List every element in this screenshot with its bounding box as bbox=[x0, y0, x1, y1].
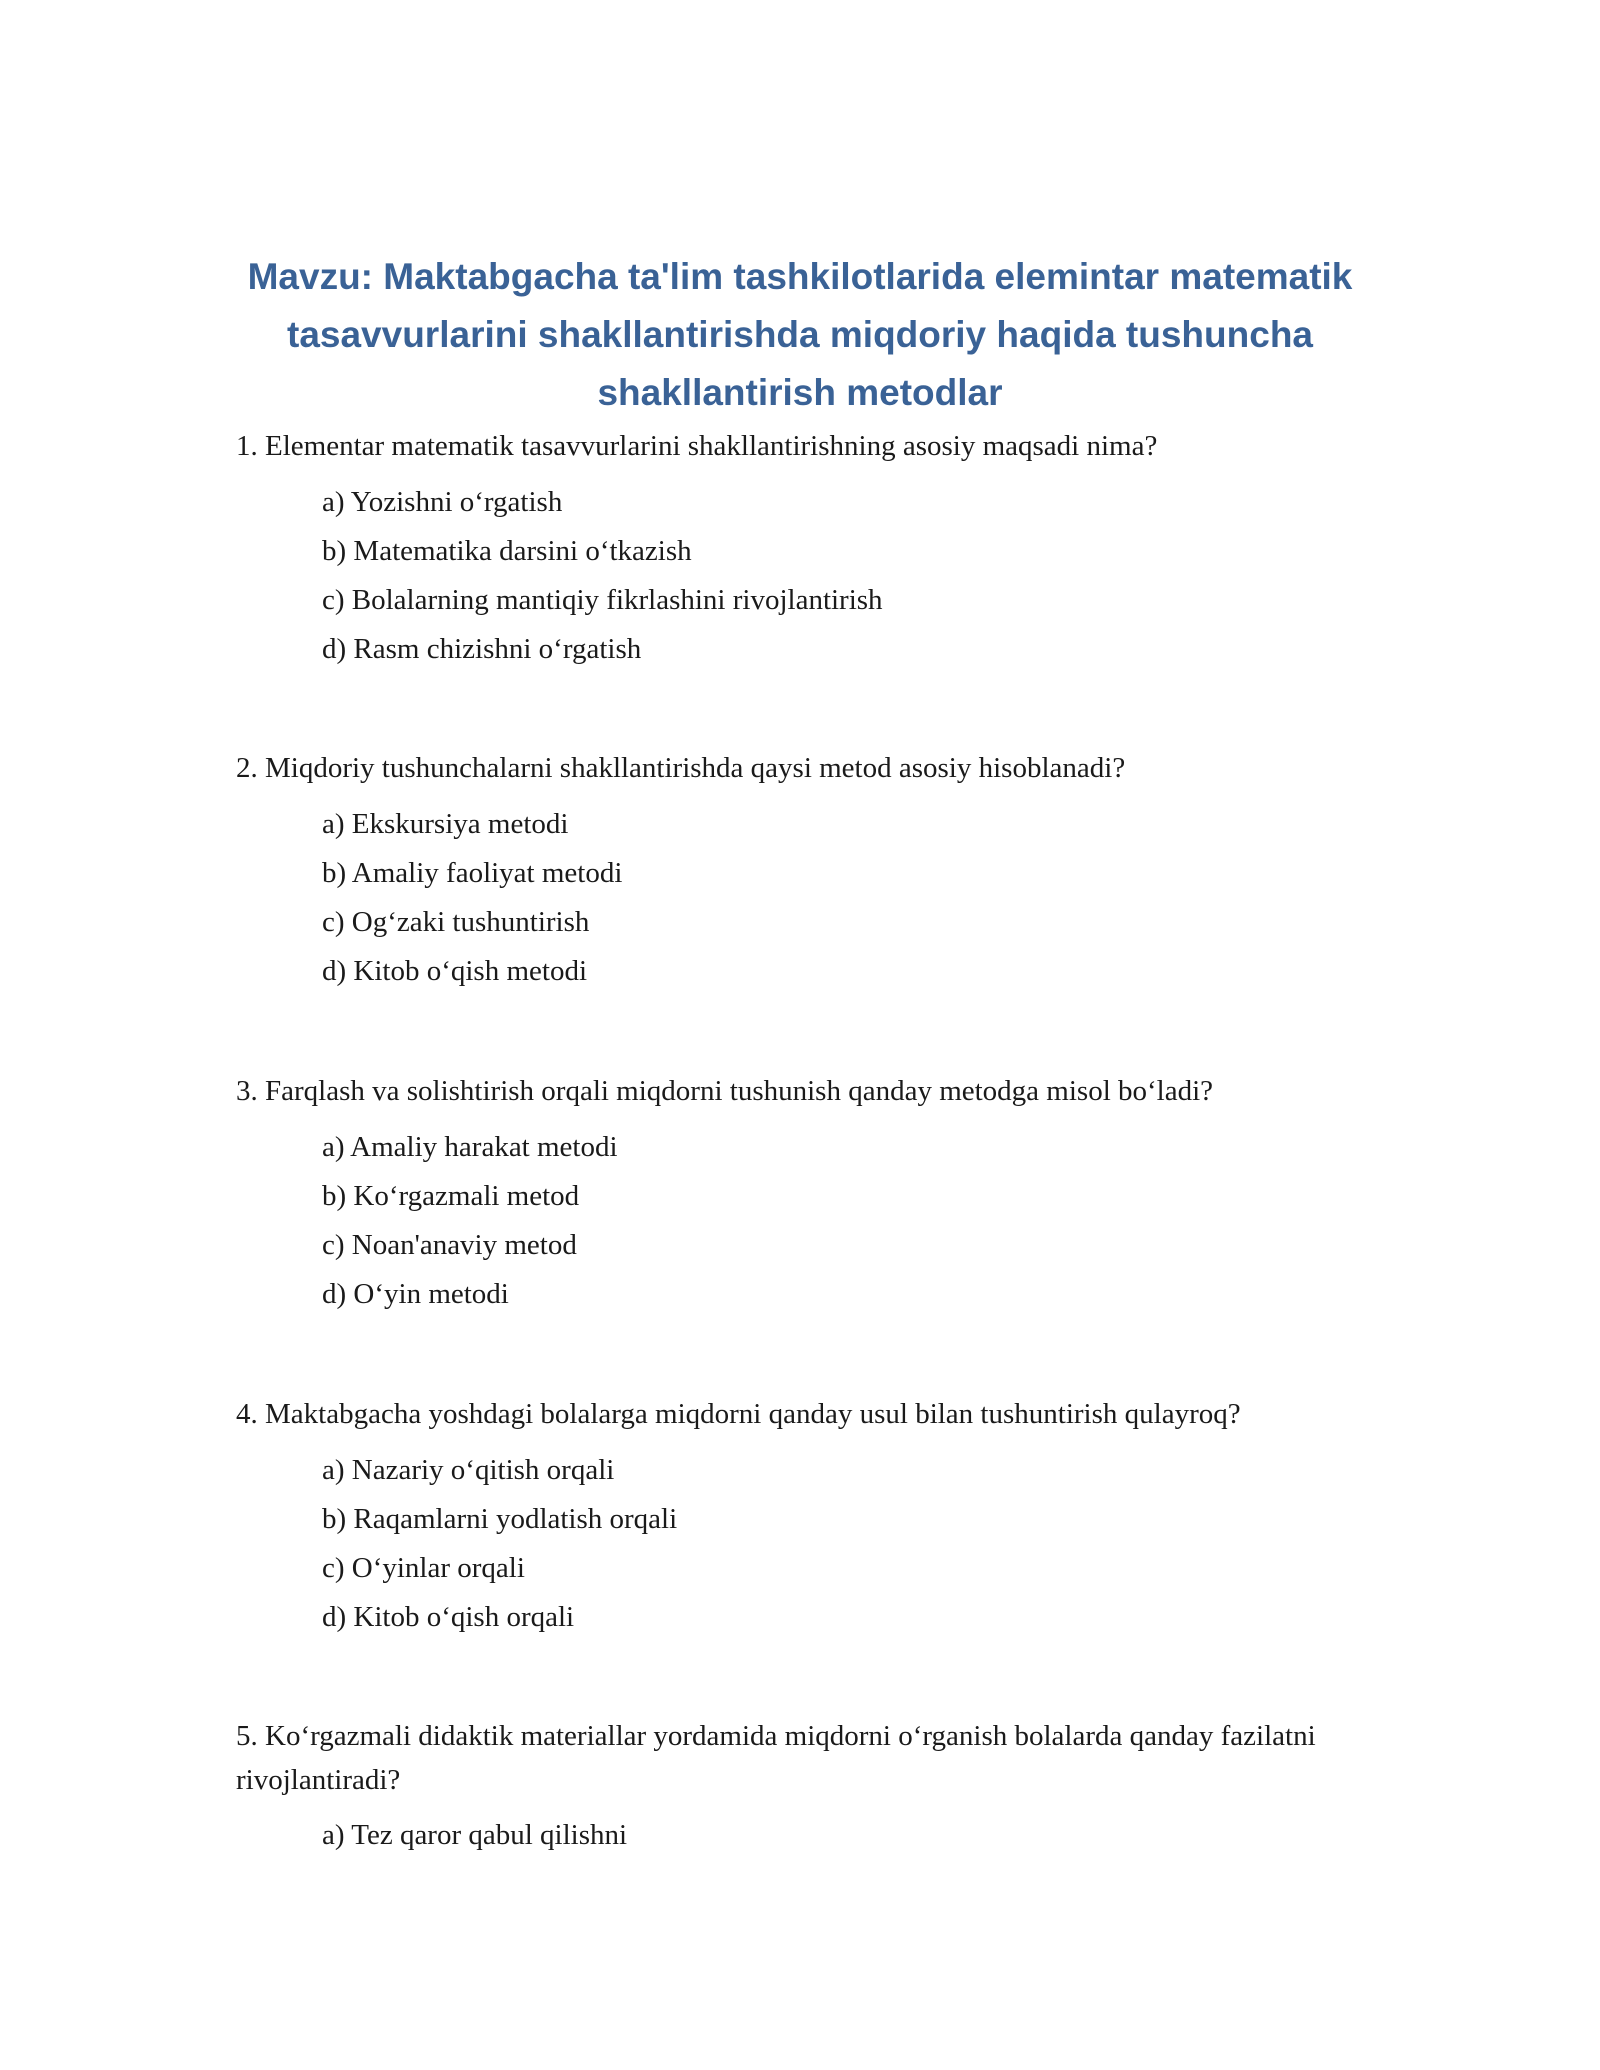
option-c: c) Bolalarning mantiqiy fikrlashini rivojlantirish bbox=[322, 584, 883, 616]
question-5-options bbox=[322, 1811, 1322, 1860]
option-c: c) Noan'anaviy metod bbox=[322, 1229, 577, 1261]
question-1-options bbox=[322, 478, 1322, 674]
option-b: b) Amaliy faoliyat metodi bbox=[322, 857, 623, 889]
option-c: c) O‘yinlar orqali bbox=[322, 1552, 525, 1584]
option-d: d) Kitob o‘qish orqali bbox=[322, 1601, 575, 1633]
option-d: d) Kitob o‘qish metodi bbox=[322, 955, 588, 987]
option-a: a) Tez qaror qabul qilishni bbox=[322, 1819, 628, 1851]
question-3: 3. Farqlash va solishtirish orqali miqdorni tushunish qanday metodga misol bo‘ladi? bbox=[236, 1075, 1214, 1107]
option-b: b) Ko‘rgazmali metod bbox=[322, 1180, 580, 1212]
question-5: 5. Ko‘rgazmali didaktik materiallar yordamida miqdorni o‘rganish bolalarda qanday fazilatni rivojlantiradi? bbox=[236, 1720, 1316, 1796]
question-3-options bbox=[322, 1123, 1322, 1319]
question-4: 4. Maktabgacha yoshdagi bolalarga miqdorni qanday usul bilan tushuntirish qulayroq? bbox=[236, 1398, 1241, 1430]
option-d: d) O‘yin metodi bbox=[322, 1278, 509, 1310]
option-a: a) Ekskursiya metodi bbox=[322, 808, 569, 840]
title-line: Mavzu: Maktabgacha ta'lim tashkilotlarida elemintar matematik bbox=[247, 256, 1353, 297]
option-c: c) Og‘zaki tushuntirish bbox=[322, 906, 590, 938]
option-a: a) Yozishni o‘rgatish bbox=[322, 486, 563, 518]
option-a: a) Nazariy o‘qitish orqali bbox=[322, 1454, 615, 1486]
question-1: 1. Elementar matematik tasavvurlarini shakllantirishning asosiy maqsadi nima? bbox=[236, 430, 1158, 462]
document-title bbox=[200, 248, 1400, 422]
question-4-options bbox=[322, 1446, 1322, 1642]
title-line: shakllantirish metodlar bbox=[597, 372, 1003, 413]
option-b: b) Matematika darsini o‘tkazish bbox=[322, 535, 692, 567]
question-2: 2. Miqdoriy tushunchalarni shakllantirishda qaysi metod asosiy hisoblanadi? bbox=[236, 752, 1126, 784]
option-b: b) Raqamlarni yodlatish orqali bbox=[322, 1503, 678, 1535]
option-a: a) Amaliy harakat metodi bbox=[322, 1131, 618, 1163]
option-d: d) Rasm chizishni o‘rgatish bbox=[322, 633, 642, 665]
title-line: tasavvurlarini shakllantirishda miqdoriy haqida tushuncha bbox=[287, 314, 1313, 355]
question-2-options bbox=[322, 800, 1322, 996]
